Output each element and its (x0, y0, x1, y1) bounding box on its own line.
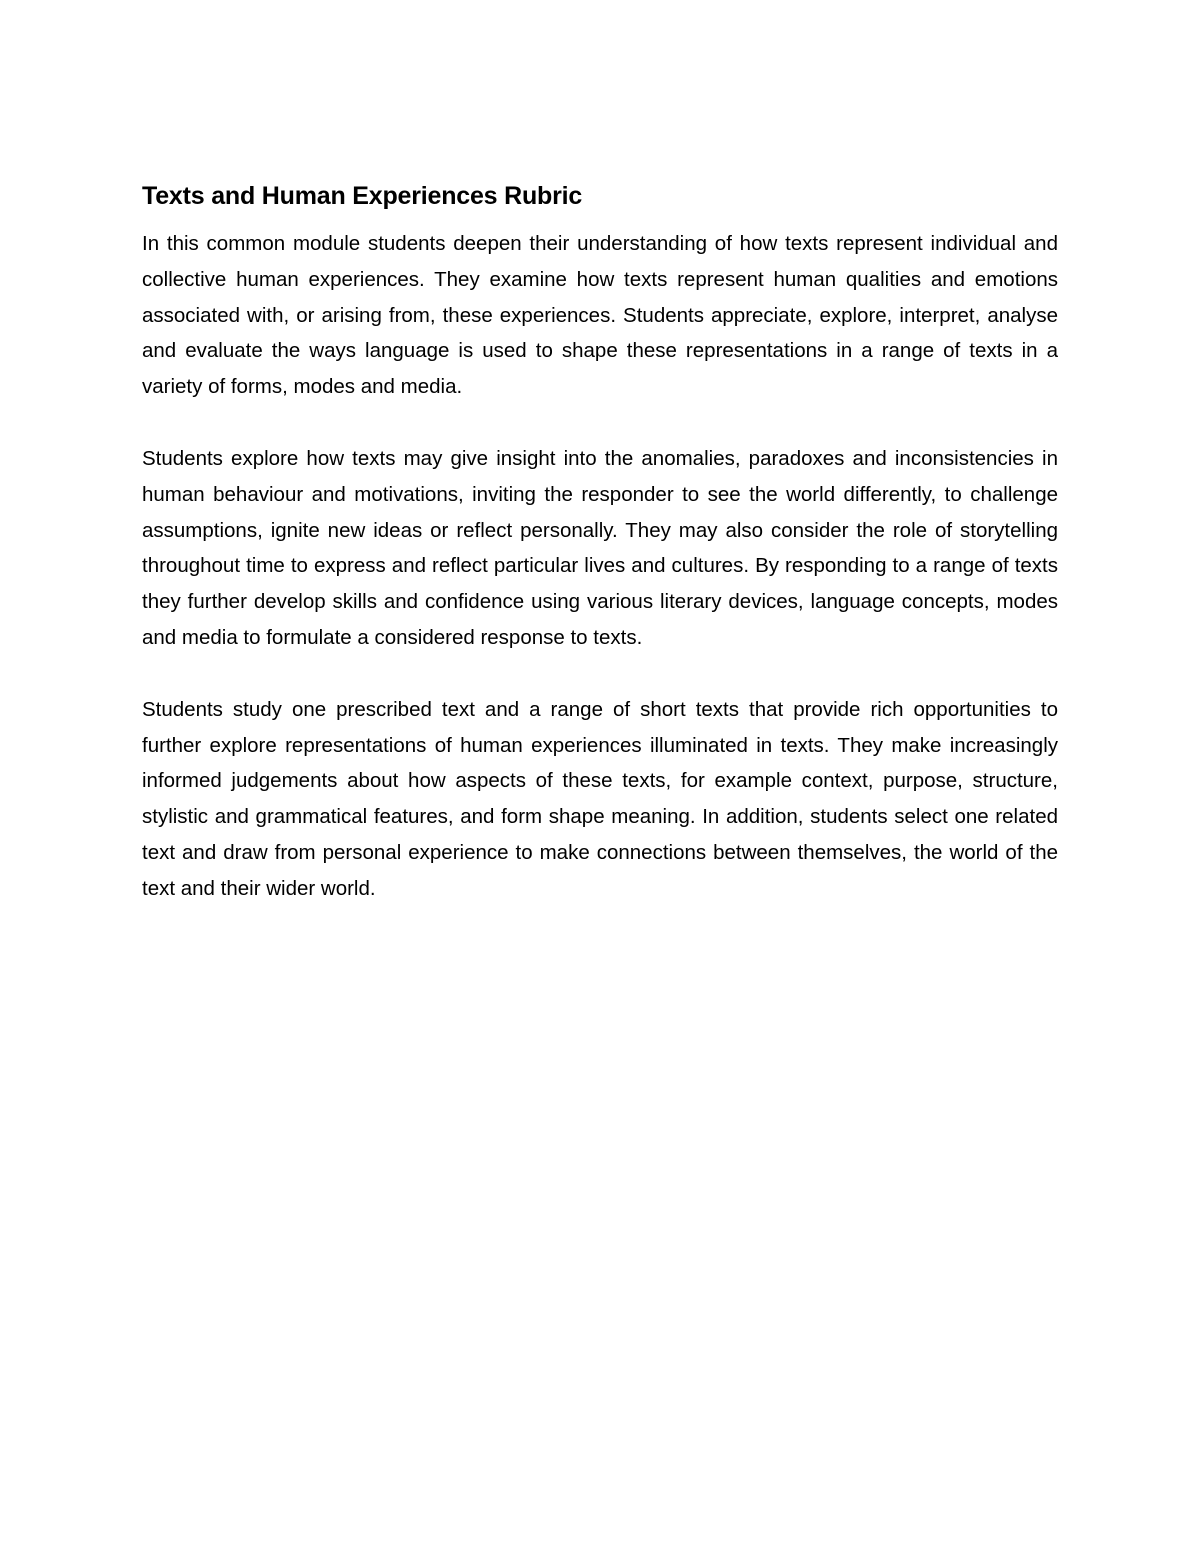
document-body (142, 176, 1058, 943)
paragraph-study: Students study one prescribed text and a range of short texts that provide rich opportunities to further explore representations of human experiences illuminated in texts. They make increasingly informed judgements about how aspects of these texts, for example context, purpose, structure, stylistic and grammatical features, and form shape meaning. In addition, students select one related text and draw from personal experience to make connections between themselves, the world of the text and their wider world. (142, 697, 1058, 900)
document-title: Texts and Human Experiences Rubric (142, 182, 583, 210)
paragraph-intro: In this common module students deepen their understanding of how texts represent individual and collective human experiences. They examine how texts represent human qualities and emotions associated with, or arising from, these experiences. Students appreciate, explore, interpret, analyse and evaluate the ways language is used to shape these representations in a range of texts in a variety of forms, modes and media. (142, 232, 1058, 399)
paragraph-explore: Students explore how texts may give insight into the anomalies, paradoxes and inconsistencies in human behaviour and motivations, inviting the responder to see the world differently, to challenge assumptions, ignite new ideas or reflect personally. They may also consider the role of storytelling throughout time to express and reflect particular lives and cultures. By responding to a range of texts they further develop skills and confidence using various literary devices, language concepts, modes and media to formulate a considered response to texts. (142, 446, 1058, 649)
